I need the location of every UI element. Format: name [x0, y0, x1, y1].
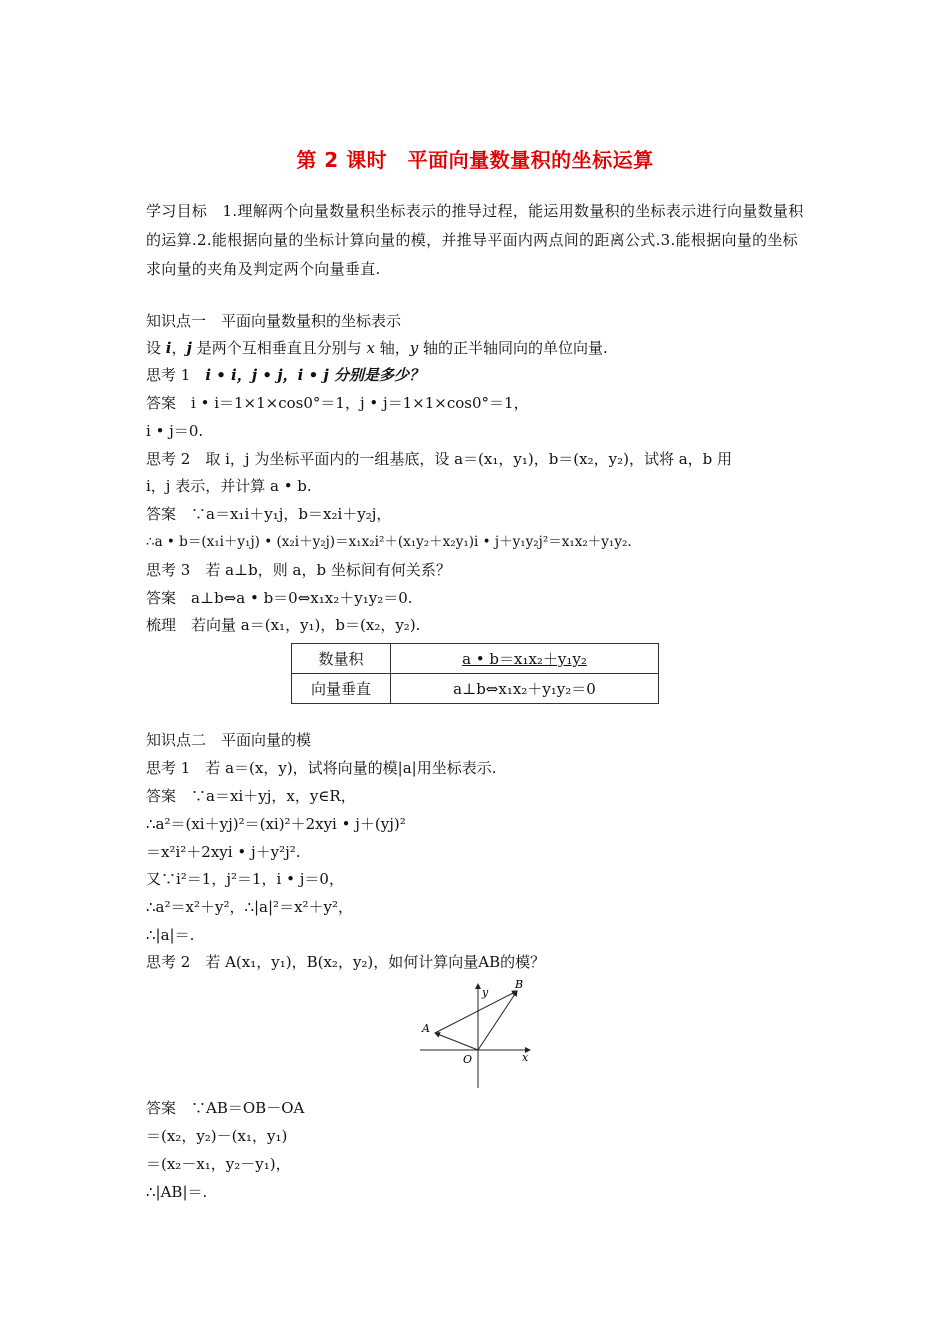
section-heading-2: 知识点二 平面向量的模	[146, 731, 312, 749]
summary-line: 梳理 若向量 a＝(x₁，y₁)，b＝(x₂，y₂).	[146, 616, 421, 634]
label-o: O	[463, 1053, 473, 1066]
intro-text: 设 i，j 是两个互相垂直且分别与 x 轴，y 轴的正半轴同向的单位向量.	[146, 339, 608, 357]
question-2: 思考 2 取 i，j 为坐标平面内的一组基底，设 a＝(x₁，y₁)，b＝(x₂，y₂)，试将 a，b 用	[146, 450, 733, 468]
answer-5-line: ＝(x₂－x₁，y₂－y₁)，	[146, 1155, 291, 1173]
label-b: B	[515, 978, 524, 991]
lesson-title: 第 2 课时 平面向量数量积的坐标运算	[296, 148, 654, 172]
answer-4-line: 又∵i²＝1，j²＝1，i • j＝0，	[146, 870, 344, 888]
answer-4-line: ∴|a|＝.	[146, 926, 195, 944]
answer-5-line: ＝(x₂，y₂)－(x₁，y₁)	[146, 1127, 288, 1145]
label-x: x	[522, 1051, 529, 1064]
answer-4: 答案 ∵a＝xi＋yj，x，y∈R，	[146, 787, 356, 805]
learning-goals: 学习目标 1.理解两个向量数量积坐标表示的推导过程，能运用数量积的坐标表示进行向量数量积的运算.2.能根据向量的坐标计算向量的模，并推导平面内两点间的距离公式.3.能根据向量的坐标求向量的夹角及判定两个向量垂直.	[146, 202, 804, 278]
label-y: y	[482, 986, 489, 999]
question-3: 思考 3 若 a⊥b，则 a，b 坐标间有何关系？	[146, 561, 451, 579]
vector-oa	[435, 1033, 478, 1050]
question-1: 思考 1 i • i，j • j，i • j 分别是多少？	[146, 366, 425, 384]
answer-2: 答案 ∵a＝x₁i＋y₁j，b＝x₂i＋y₂j，	[146, 505, 392, 523]
vector-ob	[478, 991, 517, 1050]
answer-2-cont: ∴a • b＝(x₁i＋y₁j) • (x₂i＋y₂j)＝x₁x₂i²＋(x₁y₂＋x₂y₁)i • j＋y₁y₂j²＝x₁x₂＋y₁y₂.	[146, 534, 632, 550]
table-row	[292, 644, 659, 674]
answer-5: 答案 ∵AB＝OB－OA	[146, 1099, 305, 1117]
vector-ab	[435, 991, 517, 1033]
answer-1-cont: i • j＝0.	[146, 422, 204, 440]
summary-table	[291, 643, 659, 704]
answer-4-line: ＝x²i²＋2xyi • j＋y²j².	[146, 843, 301, 861]
label-a: A	[422, 1022, 430, 1035]
question-4: 思考 1 若 a＝(x，y)，试将向量的模|a|用坐标表示.	[146, 759, 497, 777]
table-cell: a • b＝x₁x₂＋y₁y₂	[391, 644, 659, 674]
table-row	[292, 674, 659, 704]
answer-1: 答案 i • i＝1×1×cos0°＝1，j • j＝1×1×cos0°＝1，	[146, 394, 529, 412]
question-5: 思考 2 若 A(x₁，y₁)，B(x₂，y₂)，如何计算向量AB的模？	[146, 953, 546, 971]
table-cell: a⊥b⇔x₁x₂＋y₁y₂＝0	[391, 674, 659, 704]
section-heading-1: 知识点一 平面向量数量积的坐标表示	[146, 312, 402, 330]
answer-4-line: ∴a²＝x²＋y²，∴|a|²＝x²＋y²，	[146, 898, 354, 916]
question-2-cont: i，j 表示，并计算 a • b.	[146, 477, 312, 495]
answer-3: 答案 a⊥b⇔a • b＝0⇔x₁x₂＋y₁y₂＝0.	[146, 589, 413, 607]
table-cell: 数量积	[292, 644, 391, 674]
answer-4-line: ∴a²＝(xi＋yj)²＝(xi)²＋2xyi • j＋(yj)²	[146, 815, 406, 833]
table-cell: 向量垂直	[292, 674, 391, 704]
vector-diagram	[418, 978, 536, 1090]
answer-5-line: ∴|AB|＝.	[146, 1183, 208, 1201]
